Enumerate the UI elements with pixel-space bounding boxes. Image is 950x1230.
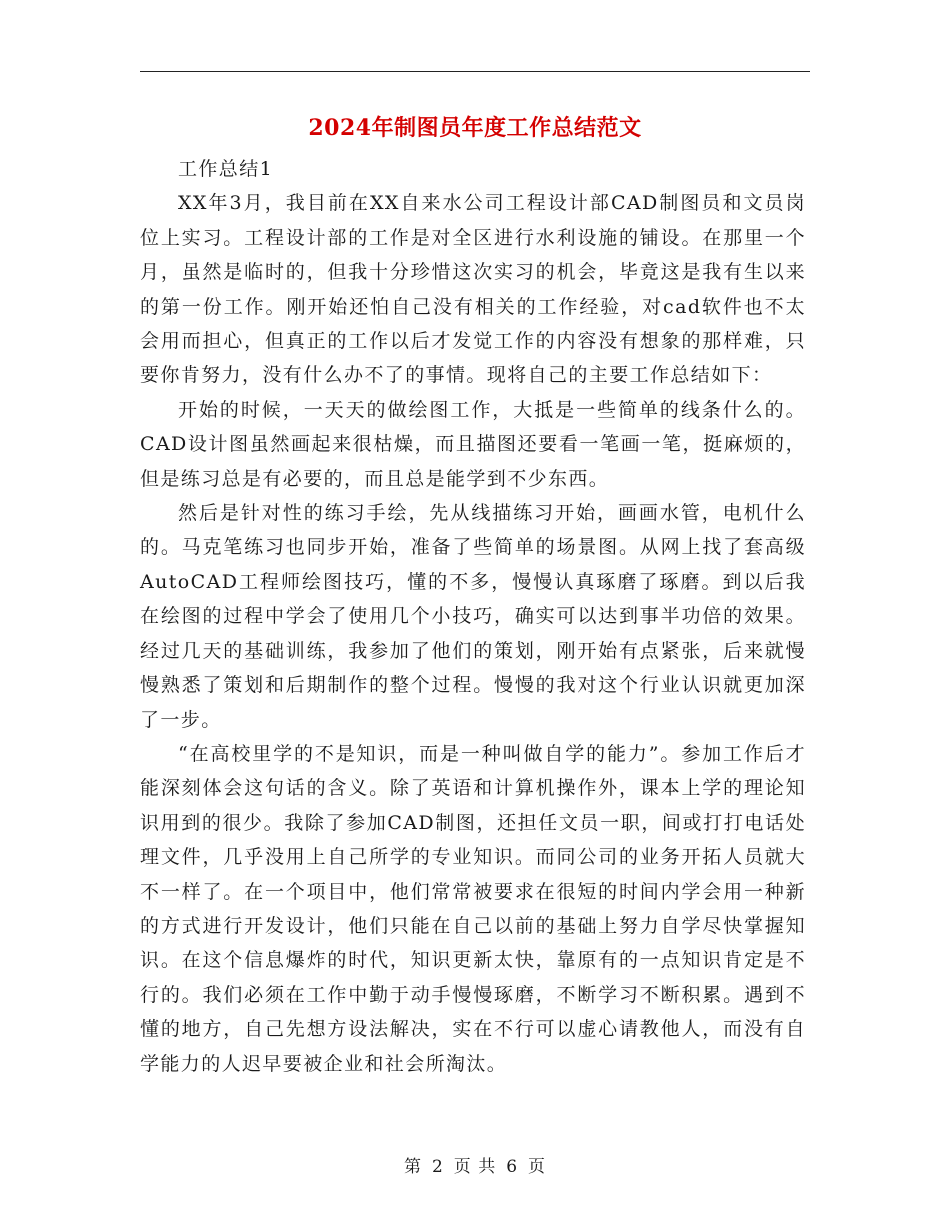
paragraph-1: XX年3月，我目前在XX自来水公司工程设计部CAD制图员和文员岗位上实习。工程设计部的工作是对全区进行水利设施的铺设。在那里一个月，虽然是临时的，但我十分珍惜这次实习的机会，毕竟这是我有生以来的第一份工作。刚开始还怕自己没有相关的工作经验，对cad软件也不太会用而担心，但真正的工作以后才发觉工作的内容没有想象的那样难，只要你肯努力，没有什么办不了的事情。现将自己的主要工作总结如下： xyxy=(140,192,806,387)
footer-page-number: 2 xyxy=(431,1157,444,1177)
footer-suffix: 页 xyxy=(528,1157,547,1177)
paragraph-2: 开始的时候，一天天的做绘图工作，大抵是一些简单的线条什么的。CAD设计图虽然画起来很枯燥，而且描图还要看一笔画一笔，挺麻烦的，但是练习总是有必要的，而且总是能学到不少东西。 xyxy=(140,398,806,490)
footer-prefix: 第 xyxy=(403,1157,422,1177)
footer-total-pages: 6 xyxy=(506,1157,519,1177)
paragraph-4: “在高校里学的不是知识，而是一种叫做自学的能力”。参加工作后才能深刻体会这句话的含义。除了英语和计算机操作外，课本上学的理论知识用到的很少。我除了参加CAD制图，还担任文员一职，间或打打电话处理文件，几乎没用上自己所学的专业知识。而同公司的业务开拓人员就大不一样了。在一个项目中，他们常常被要求在很短的时间内学会用一种新的方式进行开发设计，他们只能在自己以前的基础上努力自学尽快掌握知识。在这个信息爆炸的时代，知识更新太快，靠原有的一点知识肯定是不行的。我们必须在工作中勤于动手慢慢琢磨，不断学习不断积累。遇到不懂的地方，自己先想方设法解决，实在不行可以虚心请教他人，而没有自学能力的人迟早要被企业和社会所淘汰。 xyxy=(140,742,806,1075)
paragraph-3: 然后是针对性的练习手绘，先从线描练习开始，画画水管，电机什么的。马克笔练习也同步开始，准备了些简单的场景图。从网上找了套高级AutoCAD工程师绘图技巧，懂的不多，慢慢认真琢磨了琢磨。到以后我在绘图的过程中学会了使用几个小技巧，确实可以达到事半功倍的效果。经过几天的基础训练，我参加了他们的策划，刚开始有点紧张，后来就慢慢熟悉了策划和后期制作的整个过程。慢慢的我对这个行业认识就更加深了一步。 xyxy=(140,502,806,731)
document-title: 2024年制图员年度工作总结范文 xyxy=(308,115,642,141)
section-heading: 工作总结1 xyxy=(178,158,274,180)
document-body xyxy=(140,152,806,1081)
header-rule xyxy=(140,71,810,72)
footer-middle: 页 共 xyxy=(453,1157,497,1177)
page-footer xyxy=(0,1152,950,1177)
